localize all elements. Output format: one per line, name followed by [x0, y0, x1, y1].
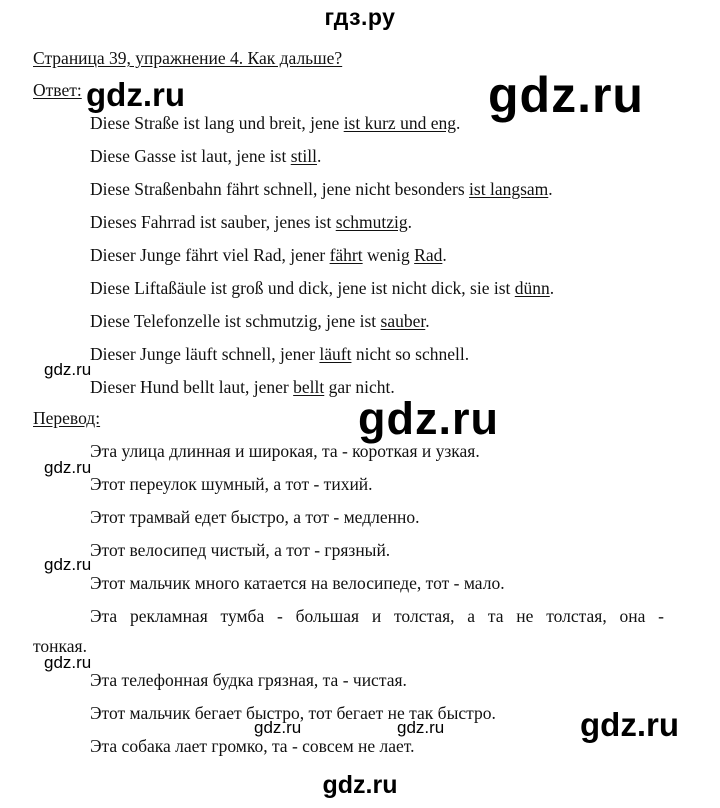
translation-line: Эта собака лает громко, та - совсем не лает.: [90, 736, 415, 756]
answer-line: Diese Telefonzelle ist schmutzig, jene ist sauber.: [90, 311, 430, 331]
translation-line: Эта телефонная будка грязная, та - чистая.: [90, 670, 407, 690]
answer-line: Dieser Junge fährt viel Rad, jener fährt wenig Rad.: [90, 245, 447, 265]
watermark: gdz.ru: [86, 76, 185, 113]
watermark: gdz.ru: [358, 393, 499, 444]
translation-line: тонкая.: [33, 636, 87, 656]
watermark: gdz.ru: [44, 653, 92, 672]
watermark: gdz.ru: [488, 67, 644, 123]
footer-watermark[interactable]: gdz.ru: [322, 771, 398, 799]
watermark: gdz.ru: [44, 458, 92, 477]
answer-line: Diese Straße ist lang und breit, jene ist kurz und eng.: [90, 113, 461, 133]
translation-label: Перевод:: [33, 408, 101, 428]
watermark: gdz.ru: [44, 555, 92, 574]
watermark: gdz.ru: [44, 360, 92, 379]
translation-line: Эта улица длинная и широкая, та - короткая и узкая.: [90, 441, 480, 461]
translation-line: Этот велосипед чистый, а тот - грязный.: [90, 540, 391, 560]
answer-line: Diese Straßenbahn fährt schnell, jene nicht besonders ist langsam.: [90, 179, 553, 199]
translation-line: Этот переулок шумный, а тот - тихий.: [90, 474, 373, 494]
watermark: gdz.ru: [254, 718, 302, 737]
answer-line: Diese Liftaßäule ist groß und dick, jene ist nicht dick, sie ist dünn.: [90, 278, 555, 298]
site-header[interactable]: гдз.ру: [324, 4, 396, 30]
answer-line: Diese Gasse ist laut, jene ist still.: [90, 146, 322, 166]
task-heading: Страница 39, упражнение 4. Как дальше?: [33, 48, 343, 68]
watermark: gdz.ru: [580, 706, 679, 743]
answer-label: Ответ:: [33, 80, 82, 100]
answer-line: Dieser Junge läuft schnell, jener läuft nicht so schnell.: [90, 344, 470, 364]
answer-line: Dieser Hund bellt laut, jener bellt gar nicht.: [90, 377, 395, 397]
answer-line: Dieses Fahrrad ist sauber, jenes ist schmutzig.: [90, 212, 413, 232]
watermark: gdz.ru: [397, 718, 445, 737]
translation-line: Этот трамвай едет быстро, а тот - медленно.: [90, 507, 420, 527]
translation-line: Этот мальчик много катается на велосипеде, тот - мало.: [90, 573, 505, 593]
translation-line: Этот мальчик бегает быстро, тот бегает не так быстро.: [90, 703, 496, 723]
translation-line: Эта рекламная тумба - большая и толстая, а та не толстая, она -: [90, 606, 664, 626]
